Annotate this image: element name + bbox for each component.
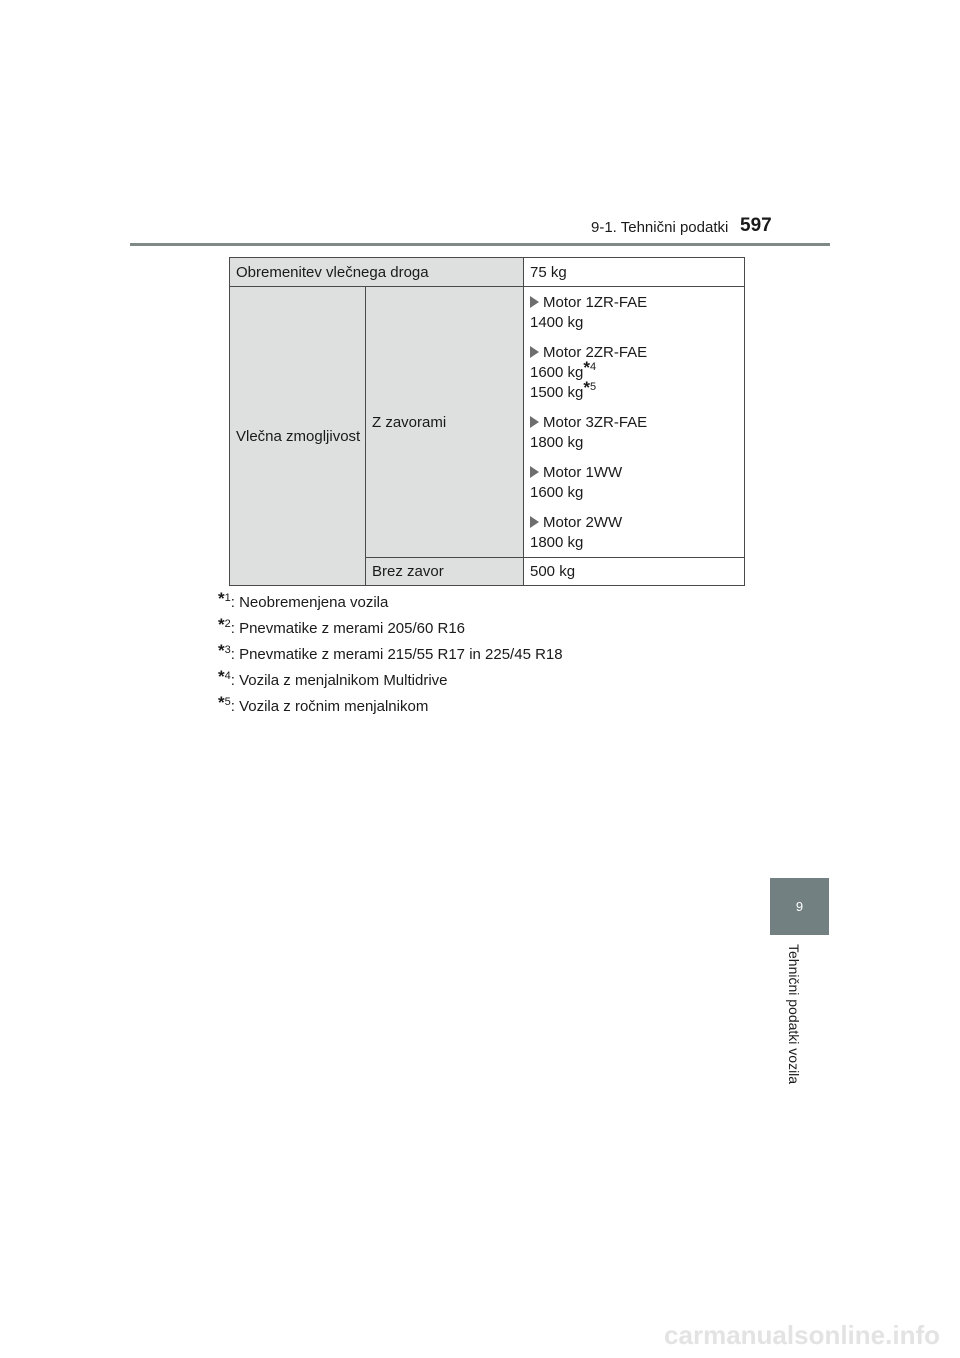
engine-name: Motor 2WW <box>543 513 623 531</box>
footnote-star: * <box>218 667 225 686</box>
weight-value: 1500 kg <box>530 384 584 401</box>
braked-values-cell <box>524 287 745 558</box>
triangle-right-icon <box>530 466 539 478</box>
spacer <box>530 333 744 341</box>
engine-weight <box>530 358 744 383</box>
footnote-number: 2 <box>224 618 231 630</box>
engine-weight <box>530 533 744 553</box>
spacer <box>530 503 744 511</box>
engine-list <box>530 291 744 553</box>
towing-spec-table <box>229 257 745 586</box>
weight-value: 1800 kg <box>530 434 584 451</box>
chapter-tab: 9 <box>770 878 829 935</box>
footnote-star: * <box>218 693 225 712</box>
table-row <box>230 287 745 558</box>
weight-value: 1400 kg <box>530 314 584 331</box>
footnote-text: : Pnevmatike z merami 205/60 R16 <box>230 620 466 637</box>
unbraked-value: 500 kg <box>524 558 745 586</box>
engine-weight <box>530 378 744 403</box>
footnote-number: 3 <box>224 644 231 656</box>
unbraked-label: Brez zavor <box>366 558 524 586</box>
footnote-ref: 5 <box>590 381 597 393</box>
footnote-text: : Pnevmatike z merami 215/55 R17 in 225/45 R18 <box>230 646 563 663</box>
triangle-right-icon <box>530 346 539 358</box>
footnote-star: * <box>218 589 225 608</box>
page-number: 597 <box>740 215 772 236</box>
footnotes <box>218 590 563 720</box>
footnote-item <box>218 642 563 668</box>
weight-value: 1600 kg <box>530 484 584 501</box>
weight-value: 1600 kg <box>530 364 584 381</box>
spacer <box>530 453 744 461</box>
engine-item <box>530 461 744 483</box>
footnote-item <box>218 590 563 616</box>
engine-name: Motor 1ZR-FAE <box>543 293 648 311</box>
towing-capacity-label: Vlečna zmogljivost <box>230 287 366 586</box>
footnote-star: * <box>218 615 225 634</box>
footnote-item <box>218 616 563 642</box>
footnote-number: 5 <box>224 696 231 708</box>
header-divider <box>130 243 830 246</box>
engine-item <box>530 411 744 433</box>
footnote-text: : Vozila z menjalnikom Multidrive <box>230 672 448 689</box>
footnote-text: : Neobremenjena vozila <box>230 594 389 611</box>
drawbar-load-label: Obremenitev vlečnega droga <box>230 258 524 287</box>
footnote-star: * <box>583 378 591 397</box>
footnote-ref: 4 <box>590 361 597 373</box>
engine-name: Motor 1WW <box>543 463 623 481</box>
engine-weight <box>530 433 744 453</box>
engine-name: Motor 2ZR-FAE <box>543 343 648 361</box>
engine-weight <box>530 483 744 503</box>
triangle-right-icon <box>530 516 539 528</box>
spacer <box>530 403 744 411</box>
footnote-item <box>218 668 563 694</box>
braked-label: Z zavorami <box>366 287 524 558</box>
section-title: 9-1. Tehnični podatki <box>591 219 729 236</box>
triangle-right-icon <box>530 296 539 308</box>
engine-item <box>530 341 744 363</box>
engine-item <box>530 511 744 533</box>
footnote-number: 4 <box>224 670 231 682</box>
footnote-item <box>218 694 563 720</box>
engine-weight <box>530 313 744 333</box>
watermark-text: carmanualsonline.info <box>664 1320 940 1350</box>
footnote-number: 1 <box>224 592 231 604</box>
chapter-title: Tehnični podatki vozila <box>786 944 802 1085</box>
watermark <box>0 1308 960 1358</box>
engine-name: Motor 3ZR-FAE <box>543 413 648 431</box>
footnote-text: : Vozila z ročnim menjalnikom <box>230 698 429 715</box>
footnote-star: * <box>583 358 591 377</box>
table-row <box>230 258 745 287</box>
engine-item <box>530 291 744 313</box>
footnote-star: * <box>218 641 225 660</box>
weight-value: 1800 kg <box>530 534 584 551</box>
triangle-right-icon <box>530 416 539 428</box>
drawbar-load-value: 75 kg <box>524 258 745 287</box>
